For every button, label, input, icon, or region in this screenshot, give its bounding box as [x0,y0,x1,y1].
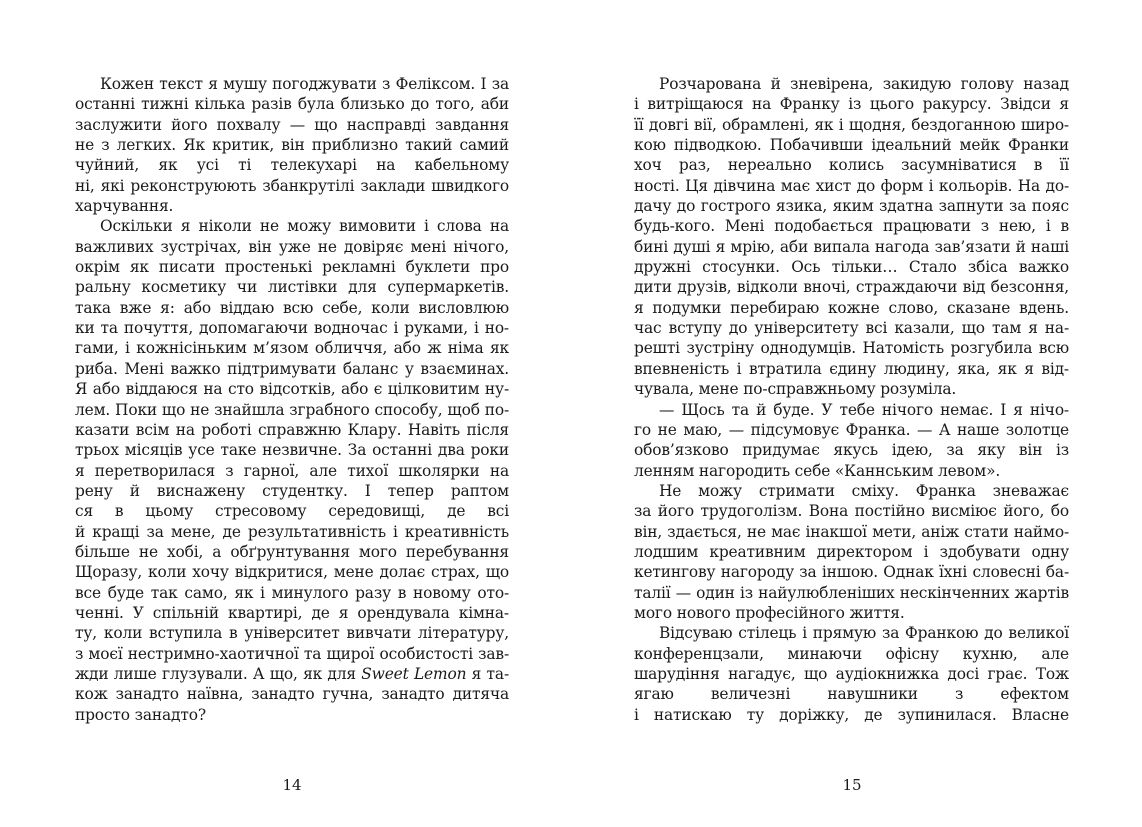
page-number-left: 14 [282,776,302,794]
text-line: я перетворилася з гарної, але тихої школярки на [75,461,509,480]
text-line: го не маю, — підсумовує Франка. — А наше золотце [634,420,1069,439]
text-line: Щоразу, коли хочу відкритися, мене долає страх, що [75,563,509,582]
text-line: шарудіння нагадує, що аудіокнижка досі грає. Тож [634,664,1069,683]
text-line: рену й виснажену студентку. І тепер раптом [75,481,509,500]
text-line: Розчарована й зневірена, закидую голову назад [659,75,1069,93]
text-line: кою підводкою. Побачивши ідеальний мейк Франки [634,136,1069,155]
text-line: талії — один із найулюбленіших нескінченних жартів [634,583,1069,602]
text-line: чувала, мене по-справжньому розуміла. [634,380,957,399]
text-line: Я або віддаюся на сто відсотків, або є цілковитим ну- [75,380,509,399]
text-line: я подумки перебираю кожне слово, сказане вдень. [634,298,1069,317]
text-line: ності. Ця дівчина має хист до форм і кольорів. На до- [634,176,1069,195]
text-line: заслужити його похвалу — що насправді завдання [75,115,509,134]
text-line: важливих зустрічах, він уже не довіряє мені нічого, [75,237,509,256]
italic-title: Sweet Lemon [361,664,467,683]
page-number-right: 15 [842,776,862,794]
text-line: Не можу стримати сміху. Франка зневажає [659,481,1069,500]
text-line: останні тижні кілька разів була близько до того, аби [75,95,509,114]
text-line: — Щось та й буде. У тебе нічого немає. І я нічо- [659,400,1069,419]
text-line: харчування. [75,197,174,216]
text-line: ченні. У спільній квартирі, де я орендувала кімна- [75,603,509,622]
text-run: жди лише глузували. А що, як для [75,664,362,683]
text-line: ся в цьому стресовому середовищі, де всі [75,502,509,521]
text-line: кож занадто наївна, занадто гучна, занадто дитяча [75,685,509,704]
text-line: Відсуваю стілець і прямую за Франкою до великої [659,624,1069,643]
text-line: лодшим креативним директором і здобувати одну [634,542,1069,561]
text-line: більше не хобі, а обґрунтування мого перебування [75,542,509,561]
text-line: чуйний, як усі ті телекухарі на кабельному [75,156,509,175]
text-line: обов’язково придумає якусь ідею, за яку він із [634,441,1069,460]
text-line: її довгі вії, обрамлені, як і щодня, бездоганною широ- [634,115,1069,134]
text-line: ки та почуття, допомагаючи водночас і руками, і но- [75,319,509,338]
text-line: мого нового професійного життя. [634,603,905,622]
text-line: риба. Мені важко підтримувати баланс у взаєминах. [75,359,509,378]
text-line: решті зустріну однодумців. Натомість розгубила всю [634,339,1069,358]
text-line: така вже я: або віддаю всю себе, коли висловлюю [75,298,509,317]
text-line: ту, коли вступила в університет вивчати літературу, [75,624,509,643]
text-line: хоч раз, нереально колись засумніватися в її [634,156,1069,175]
text-line: Оскільки я ніколи не можу вимовити і слова на [100,217,509,236]
text-line: він, здається, не має інакшої мети, аніж стати наймо- [634,522,1069,541]
text-line: дити друзів, відколи вночі, страждаючи від безсоння, [634,278,1069,297]
text-line: ні, які реконструюють збанкрутілі заклади швидкого [75,176,509,195]
text-line: не з легких. Як критик, він приблизно такий самий [75,136,509,155]
text-line [75,664,509,684]
right-page [634,74,1069,725]
text-line: з моєї нестримно-хаотичної та щирої особистості зав- [75,644,509,663]
text-line: ральну косметику чи листівки для супермаркетів. [75,278,509,297]
text-line: дачу до гострого язика, яким здатна запнути за пояс [634,197,1069,216]
text-line: все буде так само, як і минулого разу в новому ото- [75,583,509,602]
text-line: кетингову нагороду за іншою. Однак їхні словесні ба- [634,563,1069,582]
text-line: дружні стосунки. Ось тільки… Стало збіса важко [634,258,1069,277]
text-line: казати всім на роботі справжню Клару. Навіть після [75,420,509,439]
text-line: за його трудоголізм. Вона постійно висміює його, бо [634,502,1069,521]
text-line: Кожен текст я мушу погоджувати з Феліксом. І за [100,75,509,93]
text-line: трьох місяців усе таке незвичне. За останні два роки [75,441,509,460]
text-line: бині душі я мрію, аби випала нагода зав’язати й наші [634,237,1069,256]
text-line: ленням нагородить себе «Каннським левом». [634,461,1001,480]
text-line: ягаю величезні навушники з ефектом [634,685,1069,704]
text-line: конференцзали, минаючи офісну кухню, але [634,644,1069,663]
text-line: і натискаю ту доріжку, де зупинилася. Власне [634,705,1069,724]
text-line: просто занадто? [75,705,206,724]
text-line: й кращі за мене, де результативність і креативність [75,522,509,541]
text-line: будь-кого. Мені подобається працювати з нею, і в [634,217,1069,236]
text-line: час вступу до університету всі казали, що там я на- [634,319,1069,338]
text-line: окрім як писати простенькі рекламні буклети про [75,258,509,277]
text-line: і витріщаюся на Франку із цього ракурсу. Звідси я [634,95,1069,114]
text-line: лем. Поки що не знайшла зграбного способу, щоб по- [75,400,509,419]
text-line: гами, і кожнісіньким м’язом обличчя, або ж німа як [75,339,509,358]
left-page [75,74,509,725]
text-run: я та- [466,664,509,683]
text-line: впевненість і втратила єдину людину, яка, як я від- [634,359,1069,378]
